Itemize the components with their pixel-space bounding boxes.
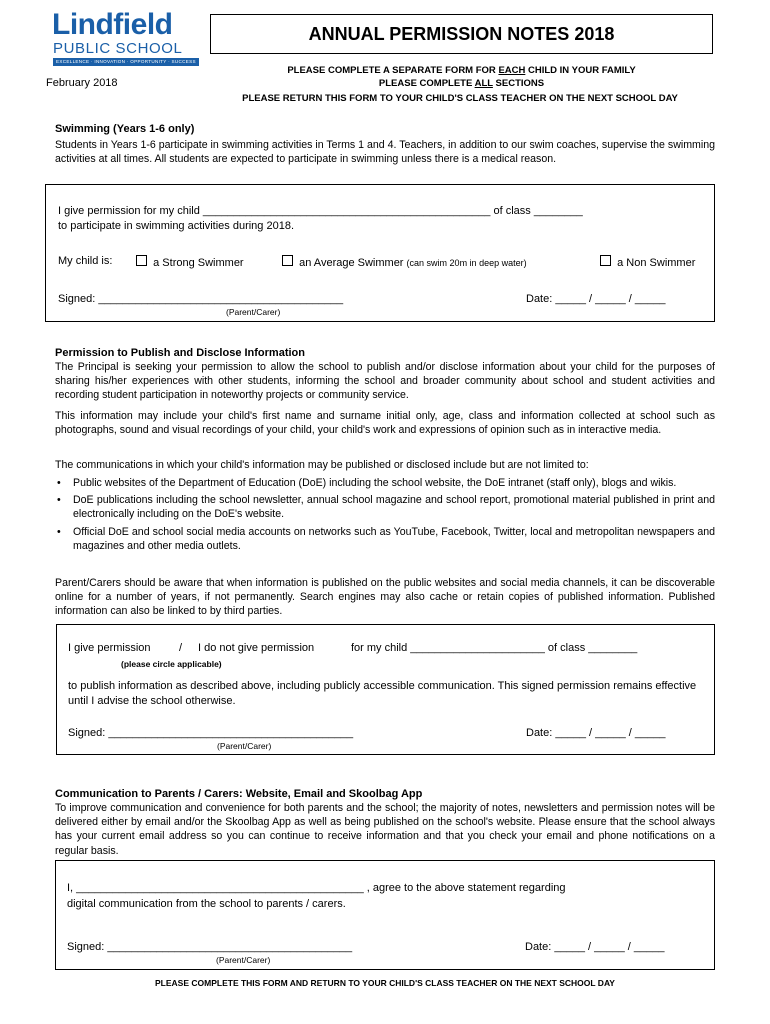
communication-description: To improve communication and convenience for both parents and the school; the majority of notes, newsletters and permission notes will be delivered either by email and/or the Skoolbag App as well as being published on the school's website. Please ensure that the school always has your current email address so you can continue to receive information and that you check your email and phone notifications on a regular basis. — [55, 802, 715, 857]
publish-section-title: Permission to Publish and Disclose Information — [55, 347, 305, 359]
communication-section-title: Communication to Parents / Carers: Website, Email and Skoolbag App — [55, 788, 423, 800]
publish-paragraph-2: This information may include your child's first name and surname initial only, age, class and information collected at school such as photographs, sound and visual recordings of your child, your child's work and expressions of opinion such as in interactive media. — [55, 410, 715, 437]
strong-swimmer-option[interactable] — [136, 255, 244, 269]
circle-instruction: (please circle applicable) — [121, 659, 222, 669]
page-title-text: ANNUAL PERMISSION NOTES 2018 — [308, 23, 615, 44]
list-item: • Official DoE and school social media accounts on networks such as YouTube, Facebook, Twitter, local and metropolitan newspapers and magazines and other media outlets. — [55, 525, 715, 553]
non-swimmer-checkbox[interactable] — [600, 255, 611, 266]
communication-parent-label: (Parent/Carer) — [216, 955, 271, 965]
publish-signed-line[interactable]: Signed: ________________________________________ — [68, 727, 354, 739]
school-logo-subtitle: PUBLIC SCHOOL — [53, 40, 183, 57]
swimming-permission-line-2: to participate in swimming activities during 2018. — [58, 220, 295, 232]
swimming-date-line[interactable]: Date: _____ / _____ / _____ — [526, 293, 666, 305]
publish-bullet-list — [55, 476, 715, 556]
school-logo-name: Lindfield — [52, 8, 173, 41]
publish-child-class-line[interactable]: for my child ______________________ of class ________ — [351, 642, 638, 654]
publish-permission-box — [56, 624, 715, 755]
swimming-signed-line[interactable]: Signed: ________________________________________ — [58, 293, 344, 305]
footer-instruction: PLEASE COMPLETE THIS FORM AND RETURN TO YOUR CHILD'S CLASS TEACHER ON THE NEXT SCHOOL DAY — [155, 978, 615, 988]
swimming-section-title: Swimming (Years 1-6 only) — [55, 123, 195, 135]
header-instruction-3: PLEASE RETURN THIS FORM TO YOUR CHILD'S CLASS TEACHER ON THE NEXT SCHOOL DAY — [242, 93, 678, 104]
publish-paragraph-4: Parent/Carers should be aware that when information is published on the public websites and social media channels, it can be discoverable online for a number of years, if not permanently. Search engines may also cache or retain copies of published information. Published information can also be linked to by third parties. — [55, 577, 715, 618]
document-date: February 2018 — [46, 77, 118, 89]
communication-agreement-box — [55, 860, 715, 970]
agreement-name-line[interactable]: I, _______________________________________________ , agree to the above statement regarding — [67, 882, 566, 894]
give-permission-option[interactable]: I give permission — [68, 642, 151, 654]
child-is-label: My child is: — [58, 255, 113, 267]
swimming-permission-line[interactable]: I give permission for my child _______________________________________________ of class ________ — [58, 205, 583, 217]
list-item: • Public websites of the Department of Education (DoE) including the school website, the DoE intranet (staff only), blogs and wikis. — [55, 476, 715, 490]
communication-signed-line[interactable]: Signed: ________________________________________ — [67, 941, 353, 953]
publish-paragraph-1: The Principal is seeking your permission to allow the school to publish and/or disclose information about your child for the purposes of sharing his/her experiences with other students, informing the school and broader community about school and student activities and recording student participation in noteworthy projects or community service. — [55, 361, 715, 402]
publish-parent-label: (Parent/Carer) — [217, 741, 272, 751]
header-instruction-1: PLEASE COMPLETE A SEPARATE FORM FOR EACH CHILD IN YOUR FAMILY — [287, 65, 636, 76]
option-separator: / — [179, 642, 183, 654]
average-swimmer-checkbox[interactable] — [282, 255, 293, 266]
average-swimmer-label: an Average Swimmer — [299, 257, 404, 269]
do-not-give-permission-option[interactable]: I do not give permission — [198, 642, 315, 654]
publish-date-line[interactable]: Date: _____ / _____ / _____ — [526, 727, 666, 739]
publish-statement: to publish information as described above, including publicly accessible communication. This signed permission remains effective until I advise the school otherwise. — [68, 680, 697, 707]
school-logo-tagline: EXCELLENCE · INNOVATION · OPPORTUNITY · SUCCESS — [53, 58, 199, 66]
page-title — [210, 14, 713, 54]
average-swimmer-note: (can swim 20m in deep water) — [406, 258, 527, 268]
header-instruction-2: PLEASE COMPLETE ALL SECTIONS — [378, 78, 545, 89]
non-swimmer-label: a Non Swimmer — [617, 257, 696, 269]
publish-paragraph-3: The communications in which your child's information may be published or disclosed include but are not limited to: — [55, 459, 589, 471]
agreement-statement: digital communication from the school to parents / carers. — [67, 898, 346, 910]
swimming-description: Students in Years 1-6 participate in swimming activities in Terms 1 and 4. Teachers, in addition to our swim coaches, supervise the swimming activities at all times. All students are expected to participate in swimming unless there is a medical reason. — [55, 139, 715, 166]
non-swimmer-option[interactable] — [600, 255, 695, 269]
strong-swimmer-checkbox[interactable] — [136, 255, 147, 266]
strong-swimmer-label: a Strong Swimmer — [153, 257, 244, 269]
list-item: • DoE publications including the school newsletter, annual school magazine and school report, promotional material published in print and electronically including on the DoE's website. — [55, 493, 715, 521]
communication-date-line[interactable]: Date: _____ / _____ / _____ — [525, 941, 665, 953]
swimming-permission-box — [45, 184, 715, 322]
average-swimmer-option[interactable] — [282, 255, 527, 269]
swimming-parent-label: (Parent/Carer) — [226, 307, 281, 317]
